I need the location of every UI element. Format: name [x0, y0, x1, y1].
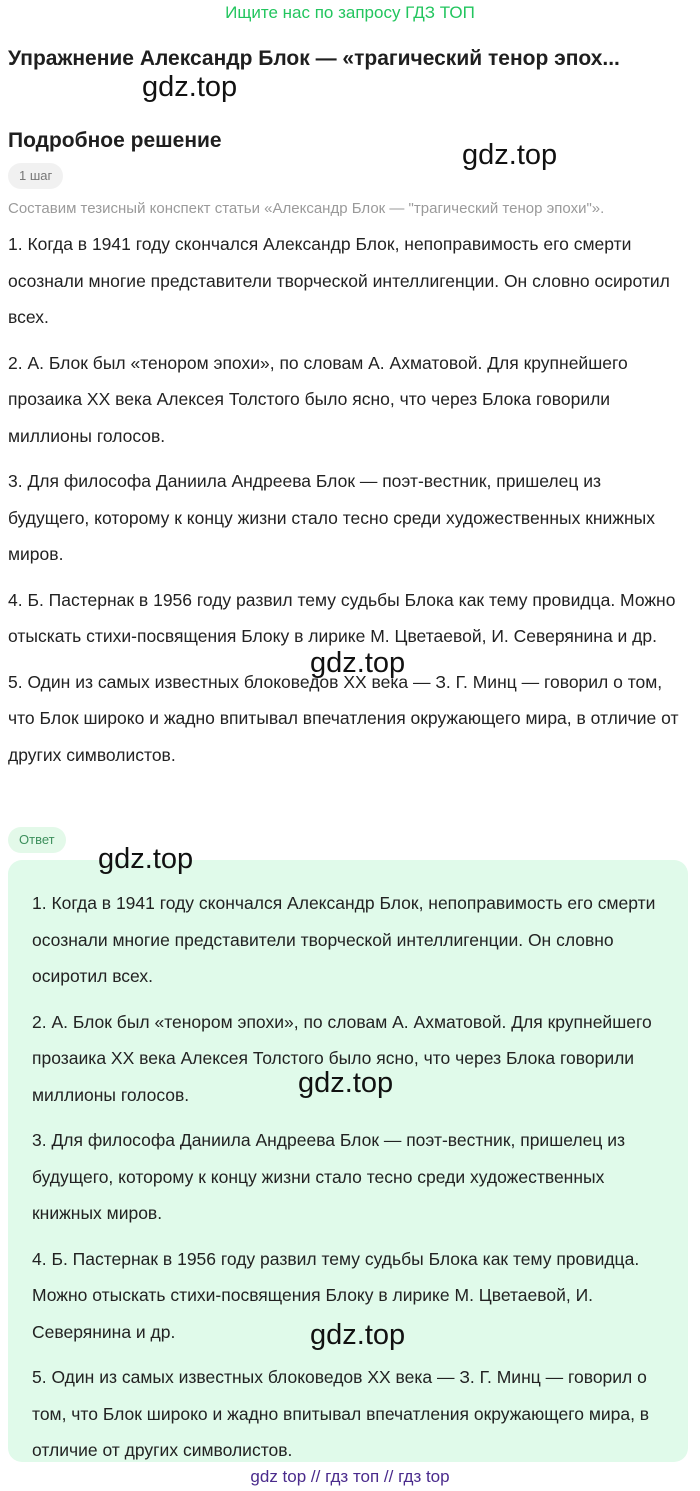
- answer-badge: Ответ: [8, 827, 66, 853]
- solution-item: 3. Для философа Даниила Андреева Блок — поэт-вестник, пришелец из будущего, которому к концу жизни стало тесно среди художественных книжных миров.: [8, 471, 655, 564]
- solution-text: [8, 226, 686, 782]
- watermark-2: gdz.top: [462, 139, 558, 171]
- answer-item: 4. Б. Пастернак в 1956 году развил тему судьбы Блока как тему провидца. Можно отыскать стихи-посвящения Блоку в лирике М. Цветаевой, И. Северянина и др.: [32, 1248, 640, 1342]
- watermark-1: gdz.top: [142, 71, 238, 103]
- answer-item: 1. Когда в 1941 году скончался Александр Блок, непоправимость его смерти осознали многие представители творческой интеллигенции. Он словно осиротил всех.: [32, 893, 656, 986]
- watermark-6: gdz.top: [310, 1319, 406, 1351]
- watermark-4: gdz.top: [98, 843, 194, 875]
- answer-box: [8, 860, 688, 1462]
- section-title: Подробное решение: [8, 129, 222, 153]
- footer-links[interactable]: gdz top // гдз топ // гдз top: [250, 1467, 450, 1486]
- answer-item: 3. Для философа Даниила Андреева Блок — поэт-вестник, пришелец из будущего, которому к концу жизни стало тесно среди художественных книжных миров.: [32, 1130, 626, 1223]
- watermark-5: gdz.top: [298, 1067, 394, 1099]
- answer-item: 5. Один из самых известных блоковедов XX века — З. Г. Минц — говорил о том, что Блок широко и жадно впитывал впечатления окружающего мира, в отличие от других символистов.: [32, 1367, 650, 1460]
- intro-text: Составим тезисный конспект статьи «Александр Блок — "трагический тенор эпохи"».: [8, 200, 605, 217]
- search-banner[interactable]: Ищите нас по запросу ГДЗ ТОП: [225, 3, 475, 22]
- solution-item: 1. Когда в 1941 году скончался Александр Блок, непоправимость его смерти осознали многие представители творческой интеллигенции. Он словно осиротил всех.: [8, 234, 670, 327]
- step-badge: 1 шаг: [8, 163, 63, 189]
- solution-item: 4. Б. Пастернак в 1956 году развил тему судьбы Блока как тему провидца. Можно отыскать стихи-посвящения Блоку в лирике М. Цветаевой, И. Северянина и др.: [8, 589, 676, 646]
- watermark-3: gdz.top: [310, 647, 406, 679]
- solution-item: 5. Один из самых известных блоковедов XX века — З. Г. Минц — говорил о том, что Блок широко и жадно впитывал впечатления окружающего мира, в отличие от других символистов.: [8, 671, 679, 765]
- solution-item: 2. А. Блок был «тенором эпохи», по словам А. Ахматовой. Для крупнейшего прозаика XX века Алексея Толстого было ясно, что через Блока говорили миллионы голосов.: [8, 352, 628, 446]
- page-title: Упражнение Александр Блок — «трагический тенор эпох...: [8, 47, 620, 71]
- answer-item: 2. А. Блок был «тенором эпохи», по словам А. Ахматовой. Для крупнейшего прозаика XX века Алексея Толстого было ясно, что через Блока говорили миллионы голосов.: [32, 1011, 652, 1105]
